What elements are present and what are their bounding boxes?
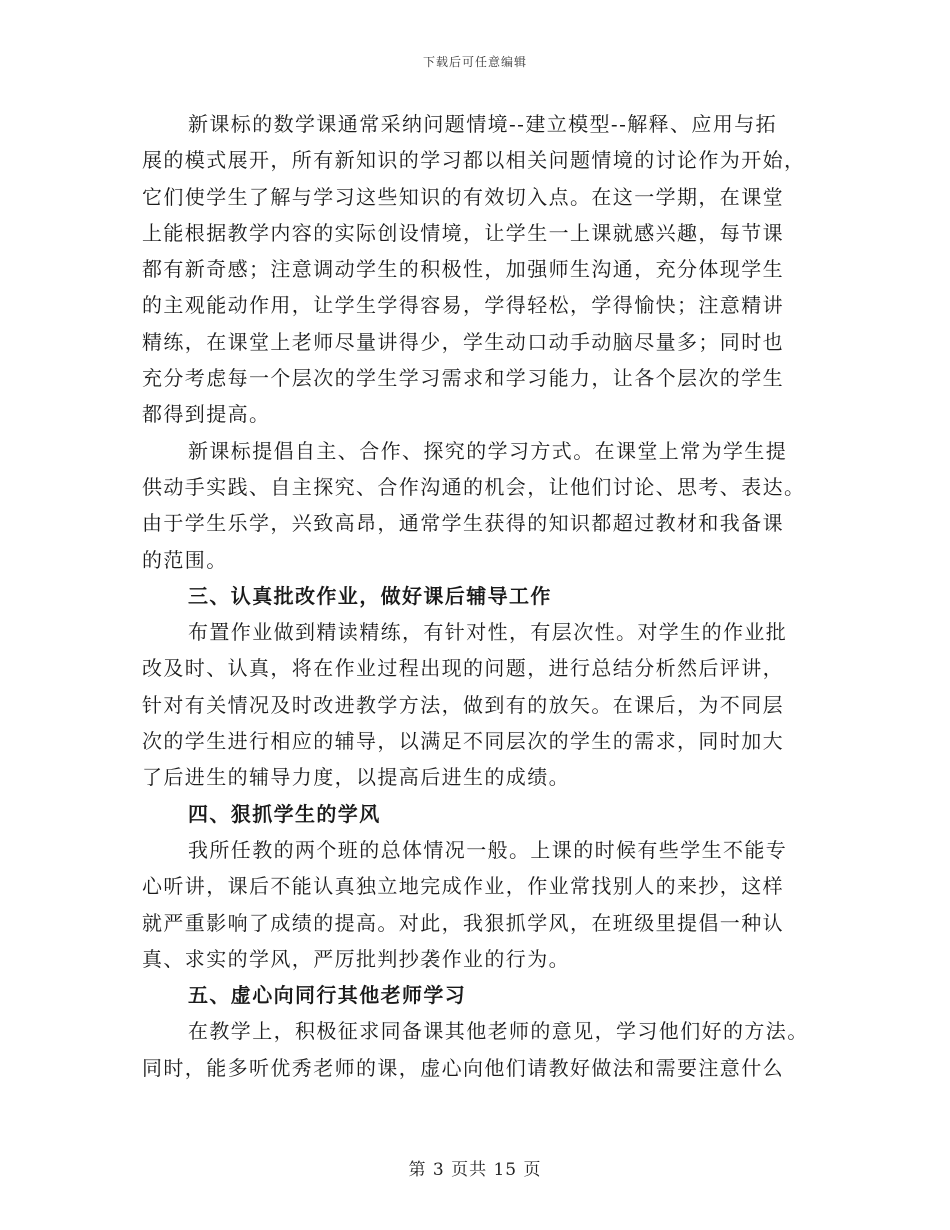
document-body xyxy=(142,106,809,1086)
text-line: 展的模式展开，所有新知识的学习都以相关问题情境的讨论作为开始， xyxy=(142,148,806,173)
text-line: 都得到提高。 xyxy=(142,402,271,427)
page-number: 第 3 页共 15 页 xyxy=(408,1160,542,1180)
text-line: 同时，能多听优秀老师的课，虚心向他们请教好做法和需要注意什么 xyxy=(142,1055,784,1080)
section-heading: 五、虚心向同行其他老师学习 xyxy=(188,983,467,1008)
text-line: 我所任教的两个班的总体情况一般。上课的时候有些学生不能专 xyxy=(188,837,788,862)
text-line: 它们使学生了解与学习这些知识的有效切入点。在这一学期，在课堂 xyxy=(142,184,784,209)
text-line: 的主观能动作用，让学生学得容易，学得轻松，学得愉快；注意精讲 xyxy=(142,293,784,318)
text-line: 改及时、认真，将在作业过程出现的问题，进行总结分析然后评讲， xyxy=(142,656,784,681)
text-line: 新课标提倡自主、合作、探究的学习方式。在课堂上常为学生提 xyxy=(188,438,788,463)
text-line: 真、求实的学风，严厉批判抄袭作业的行为。 xyxy=(142,946,570,971)
header-note: 下载后可任意编辑 xyxy=(422,55,527,69)
text-line: 由于学生乐学，兴致高昂，通常学生获得的知识都超过教材和我备课 xyxy=(142,511,784,536)
section-heading: 四、狠抓学生的学风 xyxy=(188,801,381,826)
text-line: 充分考虑每一个层次的学生学习需求和学习能力，让各个层次的学生 xyxy=(142,366,784,391)
text-line: 精练，在课堂上老师尽量讲得少，学生动口动手动脑尽量多；同时也 xyxy=(142,329,784,354)
text-line: 的范围。 xyxy=(142,547,228,572)
text-line: 针对有关情况及时改进教学方法，做到有的放矢。在课后，为不同层 xyxy=(142,692,784,717)
text-line: 次的学生进行相应的辅导，以满足不同层次的学生的需求，同时加大 xyxy=(142,729,784,754)
text-line: 了后进生的辅导力度，以提高后进生的成绩。 xyxy=(142,765,570,790)
text-line: 供动手实践、自主探究、合作沟通的机会，让他们讨论、思考、表达。 xyxy=(142,474,806,499)
section-heading: 三、认真批改作业，做好课后辅导工作 xyxy=(188,583,552,608)
text-line: 上能根据教学内容的实际创设情境，让学生一上课就感兴趣，每节课 xyxy=(142,220,784,245)
text-line: 就严重影响了成绩的提高。对此，我狠抓学风，在班级里提倡一种认 xyxy=(142,910,784,935)
text-line: 新课标的数学课通常采纳问题情境--建立模型--解释、应用与拓 xyxy=(188,112,778,136)
text-line: 都有新奇感；注意调动学生的积极性，加强师生沟通，充分体现学生 xyxy=(142,257,784,282)
text-line: 在教学上，积极征求同备课其他老师的意见，学习他们好的方法。 xyxy=(188,1019,809,1044)
text-line: 布置作业做到精读精练，有针对性，有层次性。对学生的作业批 xyxy=(188,620,788,645)
text-line: 心听讲，课后不能认真独立地完成作业，作业常找别人的来抄，这样 xyxy=(142,874,784,899)
